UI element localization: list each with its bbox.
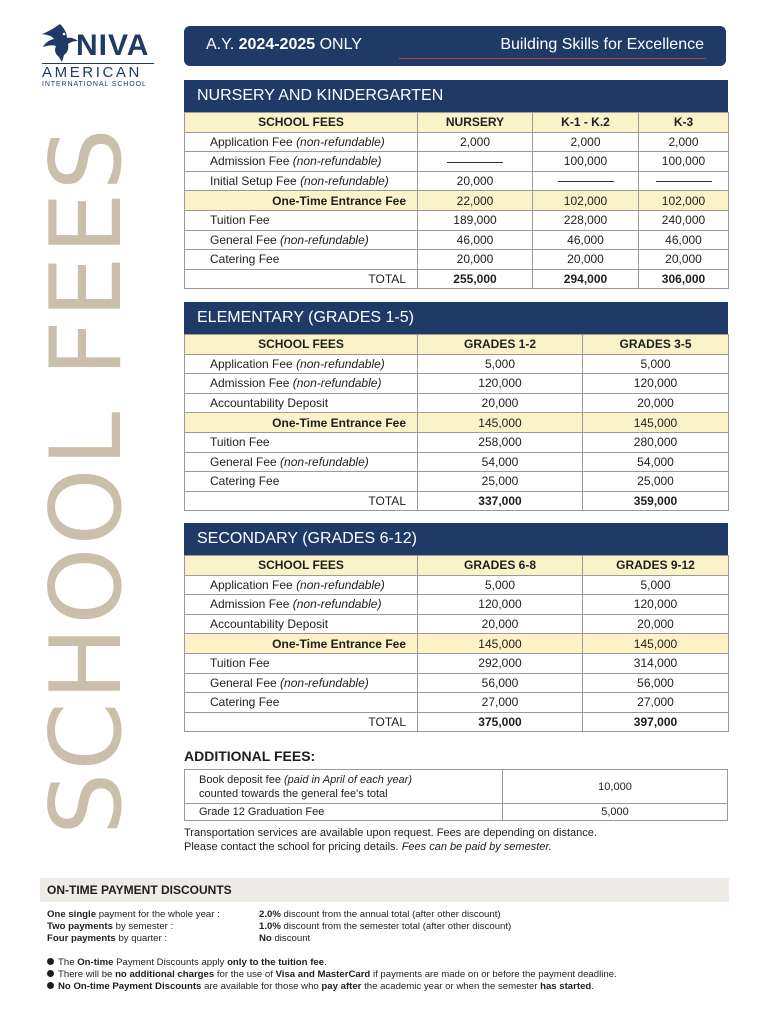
fee-value: 100,000 (533, 152, 639, 172)
fee-name: Admission Fee (210, 597, 290, 612)
section-title: SECONDARY (GRADES 6-12) (184, 523, 728, 555)
fee-value: 25,000 (418, 472, 583, 492)
logo-niva-text: NIVA (76, 29, 150, 62)
note-text: if payments are made on or before the payment deadline. (372, 969, 617, 980)
note-text: The (58, 957, 75, 968)
transport-line1: Transportation services are available upon request. Fees are depending on distance. (184, 827, 597, 839)
fee-value: 145,000 (418, 634, 583, 654)
fee-value: 20,000 (418, 250, 533, 270)
table-row (185, 374, 729, 394)
table-row (185, 171, 729, 191)
discount-detail (259, 933, 310, 945)
fee-value: 145,000 (418, 413, 583, 433)
fee-label (185, 191, 418, 211)
fee-value: 5,000 (418, 354, 583, 374)
bullet-icon (47, 958, 54, 965)
note-text: the academic year or when the semester (364, 981, 538, 992)
fee-name: Admission Fee (210, 154, 290, 169)
school-logo (40, 22, 158, 92)
dash-line (558, 181, 614, 182)
transport-semester-note: Fees can be paid by semester. (401, 841, 552, 853)
column-header: GRADES 1-2 (418, 335, 583, 355)
fee-value: 102,000 (639, 191, 729, 211)
ay-years: 2024-2025 (238, 36, 316, 53)
note-text: are available for those who (204, 981, 319, 992)
logo-american-text: AMERICAN (42, 63, 154, 81)
table-row (185, 575, 729, 595)
graduation-fee-label: Grade 12 Graduation Fee (185, 804, 503, 821)
fee-value: 2,000 (639, 132, 729, 152)
fee-value (418, 152, 533, 172)
discount-pct: 1.0% (259, 921, 281, 932)
fee-label (185, 673, 418, 693)
fee-label (185, 413, 418, 433)
note-text: for the use of (216, 969, 273, 980)
secondary-section (184, 523, 728, 732)
column-header: SCHOOL FEES (185, 335, 418, 355)
fee-note: (non-refundable) (292, 376, 382, 391)
discount-desc: discount from the semester total (after other discount) (283, 921, 512, 932)
fee-value: 255,000 (418, 269, 533, 289)
fee-label (185, 230, 418, 250)
fee-label (185, 432, 418, 452)
note-bold: pay after (321, 981, 362, 992)
fee-value: 20,000 (583, 614, 729, 634)
fee-name: TOTAL (368, 272, 406, 287)
section-title: ELEMENTARY (GRADES 1-5) (184, 302, 728, 334)
note-bold: has started (540, 981, 592, 992)
note-text: . (324, 957, 327, 968)
fee-label (185, 452, 418, 472)
fee-value: 120,000 (418, 595, 583, 615)
fee-label (185, 472, 418, 492)
column-header: GRADES 6-8 (418, 556, 583, 576)
plan-rest: payment for the whole year : (98, 909, 220, 920)
fee-label (185, 354, 418, 374)
note-bold: only to the tuition fee (227, 957, 325, 968)
fee-value: 20,000 (418, 393, 583, 413)
fee-value: 102,000 (533, 191, 639, 211)
table-row (185, 614, 729, 634)
table-row (185, 491, 729, 511)
plan-bold: Four payments (47, 933, 116, 944)
section-title: NURSERY AND KINDERGARTEN (184, 80, 728, 112)
discount-detail (259, 921, 511, 933)
book-deposit-label (185, 770, 503, 804)
fee-label (185, 712, 418, 732)
fee-name: One-Time Entrance Fee (272, 636, 406, 651)
top-banner (184, 26, 726, 66)
fee-value: 27,000 (583, 693, 729, 713)
column-header: SCHOOL FEES (185, 556, 418, 576)
fee-name: Catering Fee (210, 252, 280, 267)
fee-name: General Fee (210, 454, 277, 469)
table-row (185, 210, 729, 230)
fee-value: 294,000 (533, 269, 639, 289)
fee-value: 54,000 (418, 452, 583, 472)
discount-desc: discount from the annual total (after other discount) (283, 909, 501, 920)
note-bold: On-time (77, 957, 114, 968)
fee-name: Accountability Deposit (210, 396, 329, 411)
fee-value: 5,000 (583, 354, 729, 374)
fee-label (185, 491, 418, 511)
note-bold: Visa and MasterCard (275, 969, 371, 980)
secondary-fee-table (184, 555, 729, 732)
header-row (185, 556, 729, 576)
note-bold: no additional charges (115, 969, 215, 980)
column-header: SCHOOL FEES (185, 113, 418, 133)
fee-label (185, 210, 418, 230)
table-row (185, 432, 729, 452)
table-row (185, 230, 729, 250)
discounts-title: ON-TIME PAYMENT DISCOUNTS (40, 878, 729, 902)
discount-plan (47, 909, 220, 921)
additional-fees-table (184, 769, 728, 821)
fee-value: 306,000 (639, 269, 729, 289)
header-row (185, 335, 729, 355)
elementary-fee-table (184, 334, 729, 511)
fee-value: 240,000 (639, 210, 729, 230)
fee-value: 120,000 (583, 374, 729, 394)
fee-label (185, 269, 418, 289)
fee-note: (non-refundable) (296, 577, 385, 592)
dash-line (447, 162, 503, 163)
note-text: Payment Discounts apply (116, 957, 225, 968)
fee-name: General Fee (210, 232, 277, 247)
fee-note: (non-refundable) (296, 134, 385, 149)
fee-value: 145,000 (583, 634, 729, 654)
table-row (185, 354, 729, 374)
table-row (185, 653, 729, 673)
elementary-section (184, 302, 728, 511)
table-row (185, 634, 729, 654)
note-item (47, 957, 617, 969)
bullet-icon (47, 970, 54, 977)
fee-name: Application Fee (210, 577, 293, 592)
table-row (185, 595, 729, 615)
fee-value: 25,000 (583, 472, 729, 492)
fee-name: Catering Fee (210, 695, 280, 710)
column-header: GRADES 9-12 (583, 556, 729, 576)
dash-line (656, 181, 712, 182)
fee-value: 20,000 (418, 171, 533, 191)
fee-value: 20,000 (418, 614, 583, 634)
plan-rest: by semester : (115, 921, 174, 932)
ay-suffix: ONLY (319, 36, 362, 53)
table-row (185, 191, 729, 211)
fee-name: Initial Setup Fee (210, 174, 297, 189)
graduation-fee-value: 5,000 (503, 804, 728, 821)
discount-plan (47, 933, 167, 945)
fee-value: 120,000 (583, 595, 729, 615)
discount-detail (259, 909, 501, 921)
column-header: GRADES 3-5 (583, 335, 729, 355)
fee-name: Tuition Fee (210, 656, 270, 671)
ay-prefix: A.Y. (206, 36, 235, 53)
note-item (47, 981, 617, 993)
fee-name: Application Fee (210, 134, 293, 149)
fee-value: 189,000 (418, 210, 533, 230)
discount-desc: discount (274, 933, 311, 944)
fee-label (185, 653, 418, 673)
additional-fees-title: ADDITIONAL FEES: (184, 748, 316, 764)
fee-value: 2,000 (418, 132, 533, 152)
fee-value: 100,000 (639, 152, 729, 172)
fee-value: 22,000 (418, 191, 533, 211)
fee-value: 228,000 (533, 210, 639, 230)
book-deposit-value: 10,000 (503, 770, 728, 804)
column-header: K-1 - K.2 (533, 113, 639, 133)
discount-pct: 2.0% (259, 909, 281, 920)
header-row (185, 113, 729, 133)
fee-value: 359,000 (583, 491, 729, 511)
fee-label (185, 575, 418, 595)
fee-value: 375,000 (418, 712, 583, 732)
fee-note: (non-refundable) (280, 675, 369, 690)
transport-note (184, 826, 597, 854)
column-header: K-3 (639, 113, 729, 133)
fee-value: 56,000 (418, 673, 583, 693)
table-row (185, 472, 729, 492)
fee-value: 46,000 (418, 230, 533, 250)
fee-note: (non-refundable) (280, 454, 369, 469)
eagle-logo-icon (40, 22, 80, 64)
fee-label (185, 595, 418, 615)
fee-value: 314,000 (583, 653, 729, 673)
banner-accent-line (399, 58, 706, 59)
table-row (185, 712, 729, 732)
fee-value: 56,000 (583, 673, 729, 693)
fee-value: 54,000 (583, 452, 729, 472)
table-row (185, 693, 729, 713)
fee-label (185, 152, 418, 172)
fee-name: TOTAL (368, 715, 406, 730)
fee-name: Catering Fee (210, 474, 280, 489)
fee-name: TOTAL (368, 494, 406, 509)
fee-label (185, 634, 418, 654)
fee-value: 120,000 (418, 374, 583, 394)
table-row (185, 132, 729, 152)
nursery-fee-table (184, 112, 729, 289)
plan-bold: One single (47, 909, 97, 920)
fee-name: Application Fee (210, 356, 293, 371)
book-note: (paid in April of each year) (284, 773, 413, 786)
fee-label (185, 132, 418, 152)
note-item (47, 969, 617, 981)
fee-note: (non-refundable) (296, 356, 385, 371)
fee-name: General Fee (210, 675, 277, 690)
vertical-title: SCHOOL FEES (30, 126, 144, 835)
fee-name: Tuition Fee (210, 435, 270, 450)
fee-note: (non-refundable) (292, 597, 382, 612)
fee-value: 337,000 (418, 491, 583, 511)
fee-label (185, 374, 418, 394)
note-text: . (591, 981, 594, 992)
fee-value: 20,000 (533, 250, 639, 270)
plan-bold: Two payments (47, 921, 113, 932)
fee-label (185, 693, 418, 713)
book-label: Book deposit fee (199, 773, 281, 786)
table-row (185, 673, 729, 693)
fee-value: 258,000 (418, 432, 583, 452)
fee-label (185, 250, 418, 270)
fee-value: 20,000 (639, 250, 729, 270)
discount-notes (47, 957, 617, 993)
fee-name: One-Time Entrance Fee (272, 193, 406, 208)
fee-value: 397,000 (583, 712, 729, 732)
book-line2: counted towards the general fee's total (199, 787, 388, 800)
discount-plan (47, 921, 173, 933)
plan-rest: by quarter : (118, 933, 167, 944)
fee-name: Accountability Deposit (210, 617, 329, 632)
table-row (185, 770, 728, 804)
table-row (185, 250, 729, 270)
nursery-section (184, 80, 728, 289)
bullet-icon (47, 982, 54, 989)
fee-value: 20,000 (583, 393, 729, 413)
fee-value (533, 171, 639, 191)
tagline: Building Skills for Excellence (500, 36, 704, 53)
note-bold: No On-time Payment Discounts (58, 981, 202, 992)
fee-note: (non-refundable) (280, 232, 369, 247)
logo-school-text: INTERNATIONAL SCHOOL (42, 81, 147, 88)
transport-contact: Please contact the school for pricing details. (184, 841, 399, 853)
academic-year (206, 36, 362, 54)
fee-name: Tuition Fee (210, 213, 270, 228)
transport-line2 (184, 840, 597, 854)
table-row (185, 413, 729, 433)
fee-value: 5,000 (583, 575, 729, 595)
fee-value: 27,000 (418, 693, 583, 713)
table-row (185, 452, 729, 472)
table-row (185, 269, 729, 289)
table-row (185, 804, 728, 821)
fee-value: 2,000 (533, 132, 639, 152)
table-row (185, 393, 729, 413)
fee-value: 145,000 (583, 413, 729, 433)
column-header: NURSERY (418, 113, 533, 133)
fee-value: 46,000 (533, 230, 639, 250)
fee-label (185, 614, 418, 634)
discount-pct: No (259, 933, 272, 944)
fee-note: (non-refundable) (292, 154, 382, 169)
fee-name: Admission Fee (210, 376, 290, 391)
fee-label (185, 171, 418, 191)
note-text: There will be (58, 969, 113, 980)
fee-value: 46,000 (639, 230, 729, 250)
fee-value (639, 171, 729, 191)
table-row (185, 152, 729, 172)
fee-value: 292,000 (418, 653, 583, 673)
fee-value: 280,000 (583, 432, 729, 452)
fee-value: 5,000 (418, 575, 583, 595)
fee-note: (non-refundable) (300, 174, 389, 189)
fee-label (185, 393, 418, 413)
fee-name: One-Time Entrance Fee (272, 415, 406, 430)
